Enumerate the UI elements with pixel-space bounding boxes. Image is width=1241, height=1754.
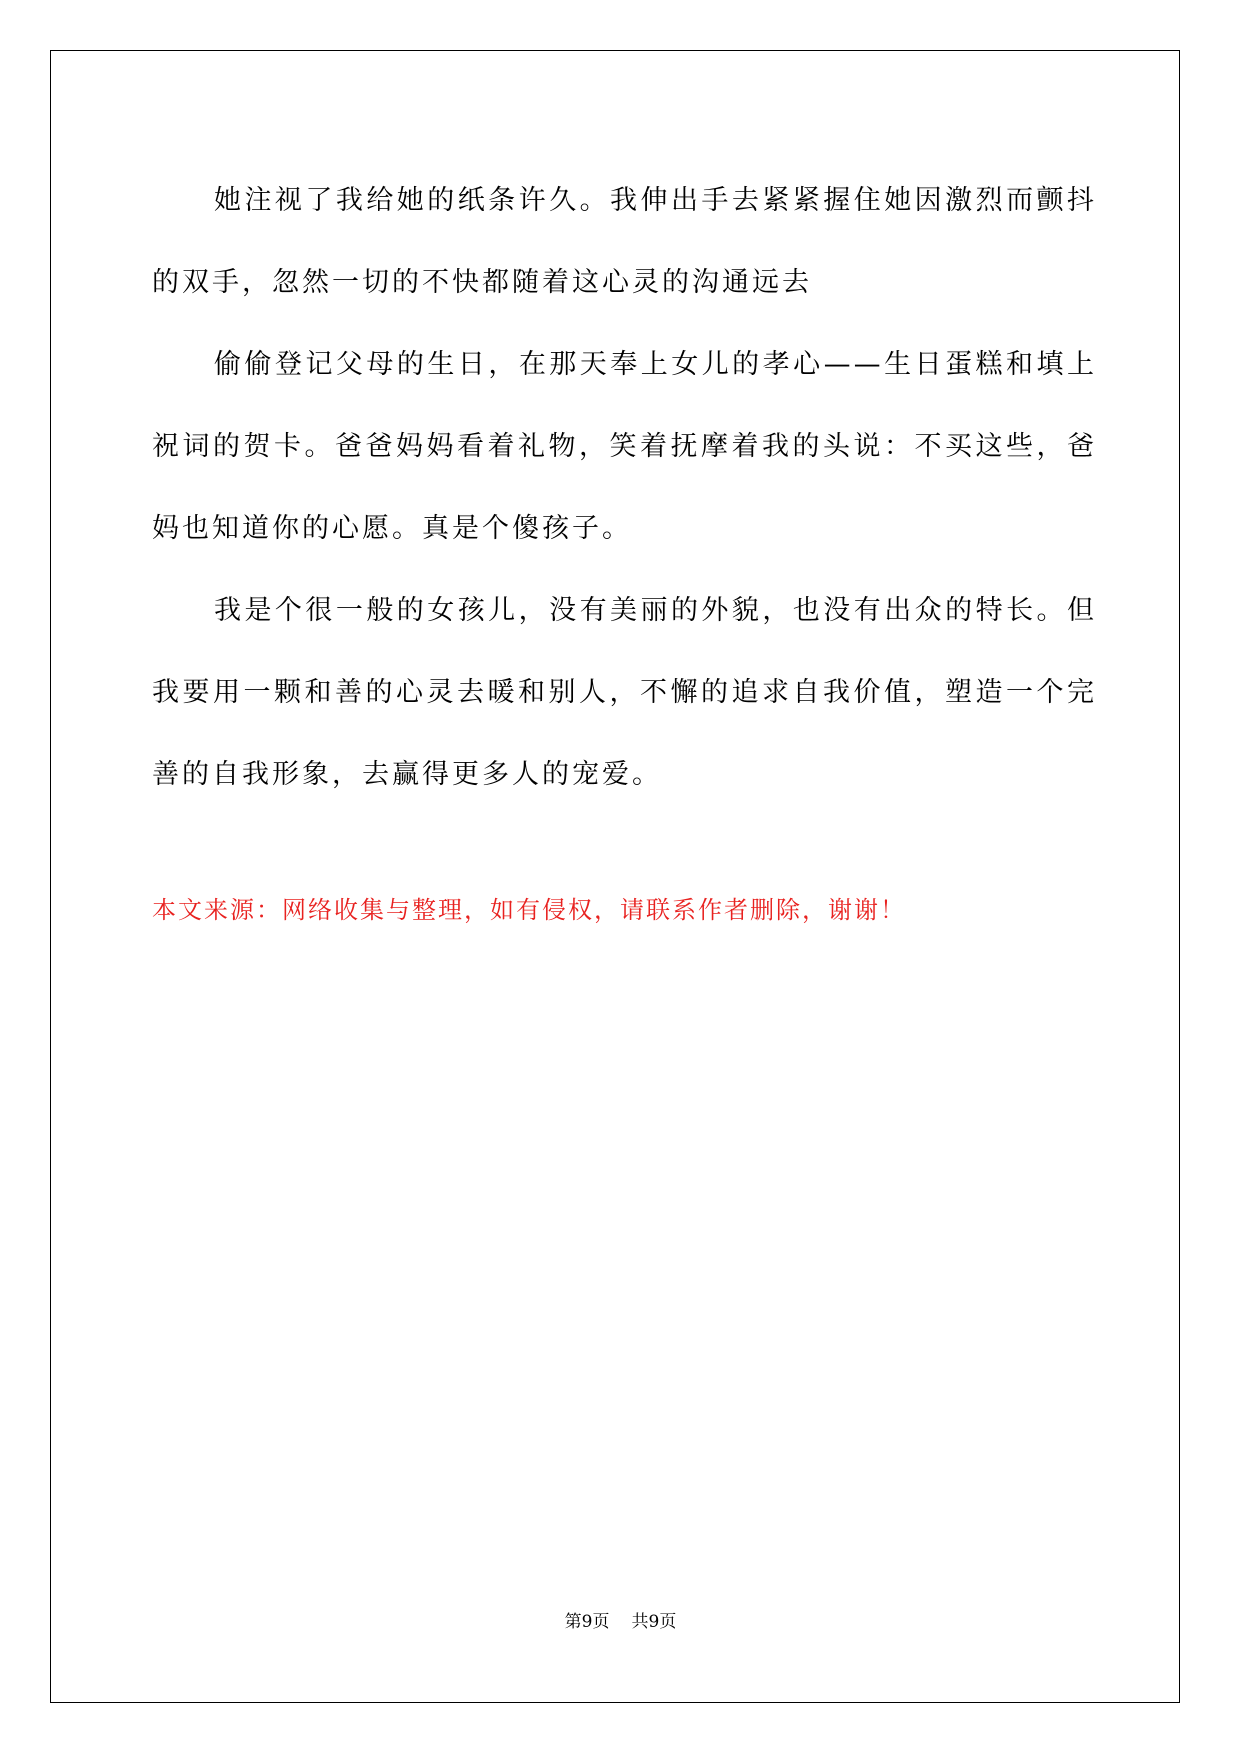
paragraph-3: 我是个很一般的女孩儿，没有美丽的外貌，也没有出众的特长。但我要用一颗和善的心灵去暖和别人，不懈的追求自我价值，塑造一个完善的自我形象，去赢得更多人的宠爱。: [152, 595, 1097, 790]
document-body: [152, 160, 1097, 816]
page-number-total: 共9页: [631, 1612, 677, 1632]
paragraph-2: 偷偷登记父母的生日，在那天奉上女儿的孝心——生日蛋糕和填上祝词的贺卡。爸爸妈妈看着礼物，笑着抚摩着我的头说：不买这些，爸妈也知道你的心愿。真是个傻孩子。: [152, 349, 1097, 544]
source-disclaimer: 本文来源：网络收集与整理，如有侵权，请联系作者删除，谢谢！: [152, 896, 906, 924]
paragraph-1: 她注视了我给她的纸条许久。我伸出手去紧紧握住她因激烈而颤抖的双手，忽然一切的不快都随着这心灵的沟通远去: [152, 185, 1097, 298]
page-footer: [0, 1610, 1241, 1634]
page-number-current: 第9页: [564, 1612, 610, 1632]
